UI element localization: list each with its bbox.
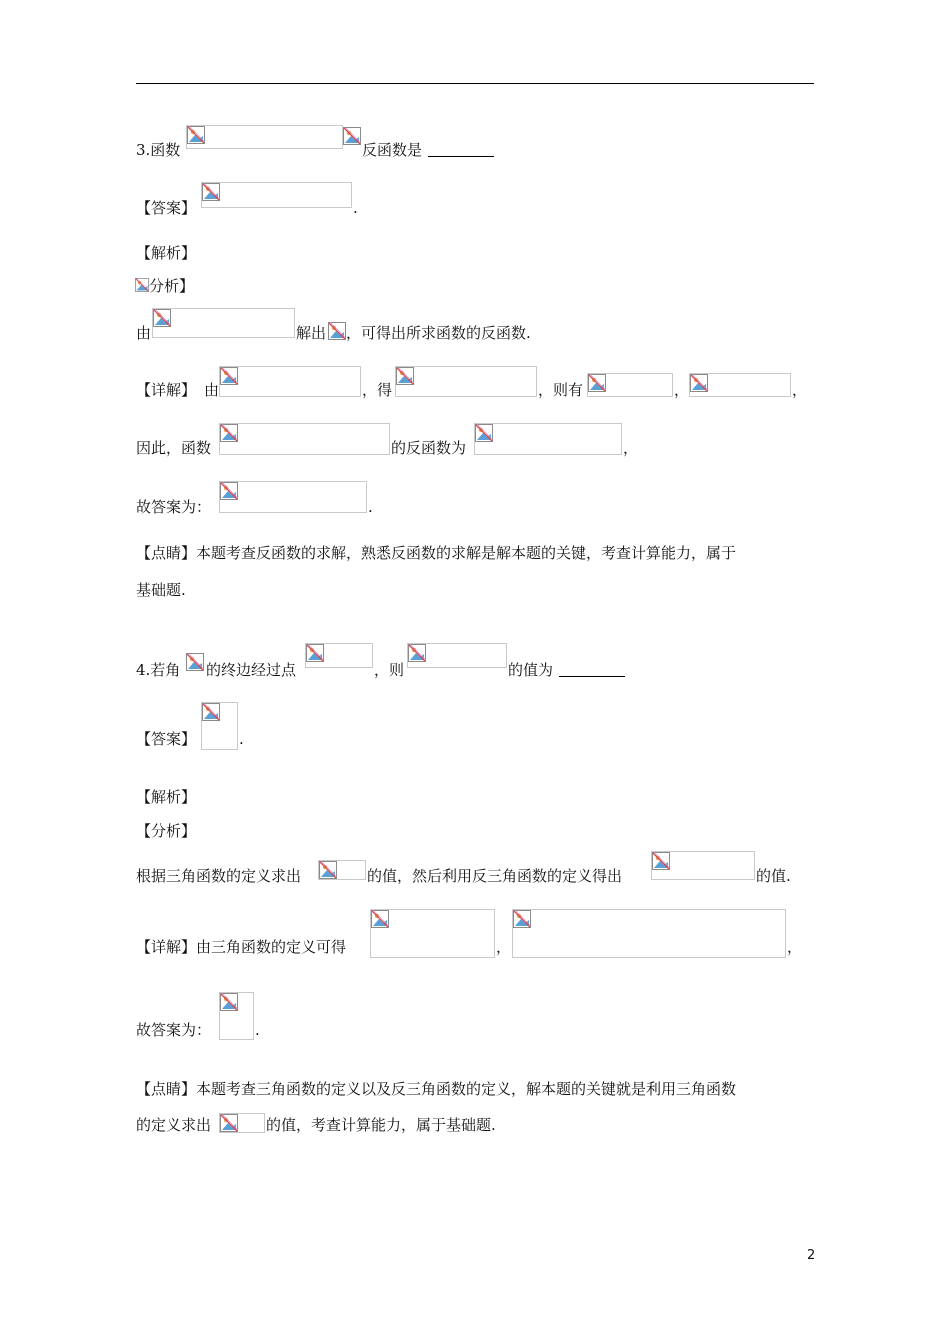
broken-image-icon [220,1114,238,1132]
q4-fenxi-text: 根据三角函数的定义求出 [136,867,302,885]
q3-stem-prefix: 3.函数 [136,141,181,159]
broken-image-icon [371,910,389,928]
comma: ， [792,381,808,399]
broken-image-icon [319,861,337,879]
q3-detail-text: ，则有 [538,381,584,399]
formula-image [201,182,352,208]
broken-image-icon [220,482,238,500]
q3-analysis-label: 【解析】 [136,244,197,262]
answer-blank [428,156,494,157]
formula-image [186,653,205,672]
q3-final-label: 故答案为： [136,498,212,516]
q4-fenxi-text: 的值. [756,867,791,885]
comma: ， [787,938,803,956]
formula-image [370,909,495,958]
comma: ， [623,439,639,457]
formula-image [219,423,390,455]
period: . [255,1021,260,1039]
formula-image [219,481,367,513]
formula-image [474,423,622,455]
broken-image-icon [202,703,220,721]
q4-fenxi-text: 的值，然后利用反三角函数的定义得出 [367,867,623,885]
formula-image [186,125,343,149]
formula-image [201,702,238,750]
q3-answer-label: 【答案】 [136,199,197,217]
formula-image [219,992,254,1040]
q3-detail-label: 【详解】 [136,381,197,399]
formula-image [587,373,673,397]
q4-stem-prefix: 4.若角 [136,661,181,679]
page-number: 2 [807,1248,816,1263]
broken-image-icon [220,367,238,385]
q4-analysis-label: 【解析】 [136,788,197,806]
period: . [368,498,373,516]
formula-image [395,366,537,397]
broken-image-icon [343,127,361,145]
q4-detail-text: 【详解】由三角函数的定义可得 [136,938,347,956]
q3-fenxi-text: ，可得出所求函数的反函数. [346,324,531,342]
broken-image-icon [202,183,220,201]
broken-image-icon [690,374,708,392]
q4-dianjing: 【点睛】本题考查三角函数的定义以及反三角函数的定义，解本题的关键就是利用三角函数 [136,1080,737,1098]
formula-image [305,643,373,668]
comma: ， [674,381,690,399]
formula-image [512,909,786,958]
broken-image-icon [135,276,149,294]
q3-fenxi-text: 由 [136,324,152,342]
q3-dianjing: 【点睛】本题考查反函数的求解，熟悉反函数的求解是解本题的关键，考查计算能力，属于 [136,544,737,562]
answer-blank [559,676,625,677]
broken-image-icon [187,126,205,144]
q4-answer-label: 【答案】 [136,730,197,748]
formula-image [219,366,361,397]
q4-stem-text: ，则 [374,661,405,679]
broken-image-icon [513,910,531,928]
q4-stem-text: 的终边经过点 [206,661,297,679]
broken-image-icon [220,993,238,1011]
broken-image-icon [153,309,171,327]
broken-image-icon [475,424,493,442]
q4-stem-text: 的值为 [508,661,554,679]
formula-image [135,276,149,294]
q3-dianjing: 基础题. [136,581,186,599]
formula-image [152,308,295,338]
formula-image [219,1113,265,1133]
q4-dianjing: 的值，考查计算能力，属于基础题. [266,1116,496,1134]
broken-image-icon [328,322,346,340]
q3-therefore-text: 因此，函数 [136,439,212,457]
q3-therefore-text: 的反函数为 [391,439,467,457]
broken-image-icon [186,653,204,671]
comma: ， [496,938,512,956]
broken-image-icon [306,644,324,662]
formula-image [318,860,366,880]
header-rule [136,83,814,84]
broken-image-icon [652,852,670,870]
formula-image [689,373,791,397]
broken-image-icon [408,644,426,662]
period: . [353,199,358,217]
broken-image-icon [588,374,606,392]
formula-image [651,851,755,880]
q3-fenxi-label: 分析】 [149,277,195,295]
q4-final-label: 故答案为： [136,1021,212,1039]
q3-stem-mid: 反函数是 [362,141,423,159]
broken-image-icon [396,367,414,385]
formula-image [343,127,362,146]
period: . [239,730,244,748]
q3-detail-text: ，得 [362,381,393,399]
q3-fenxi-text: 解出 [296,324,327,342]
formula-image [407,643,507,668]
q3-detail-text: 由 [204,381,220,399]
q4-dianjing: 的定义求出 [136,1116,212,1134]
formula-image [328,322,346,340]
broken-image-icon [220,424,238,442]
q4-fenxi-label: 【分析】 [136,822,197,840]
